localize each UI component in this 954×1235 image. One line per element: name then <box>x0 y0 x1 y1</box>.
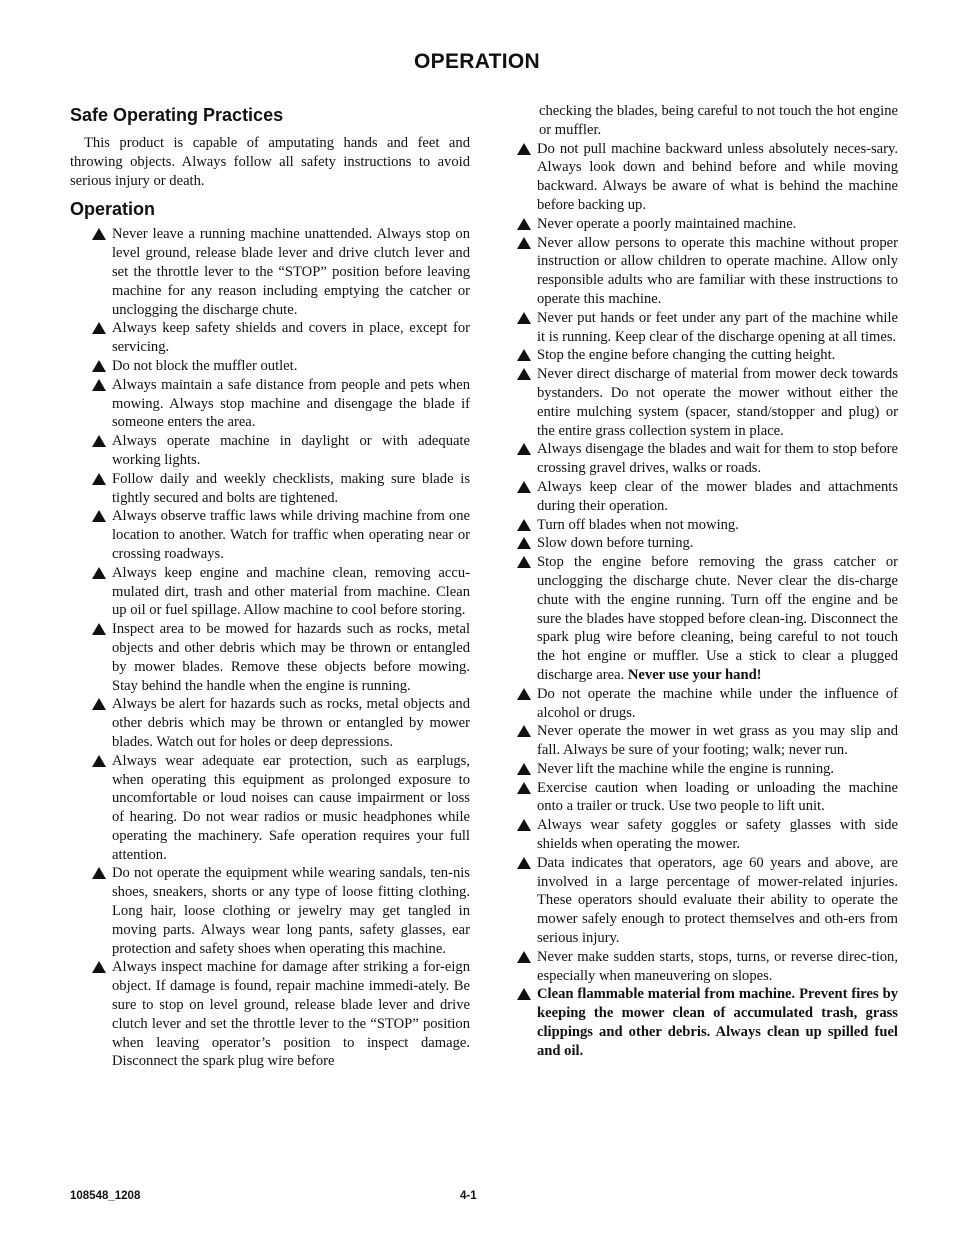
list-item <box>92 507 470 563</box>
list-item-text: Never operate the mower in wet grass as you may slip and fall. Always be sure of your footing; walk; never run. <box>537 723 898 759</box>
list-item <box>92 695 470 751</box>
warning-triangle-icon <box>517 519 531 531</box>
list-item <box>92 319 470 357</box>
list-item-text: Clean flammable material from machine. Prevent fires by keeping the mower clean of accumulated trash, grass clippings and other debris. Always clean up spilled fuel and oil. <box>537 986 898 1059</box>
list-item <box>517 478 898 516</box>
list-item <box>517 816 898 854</box>
intro-paragraph: This product is capable of amputating hands and feet and throwing objects. Always follow all safety instructions to avoid serious injury or death. <box>70 135 470 189</box>
warning-triangle-icon <box>517 349 531 361</box>
warning-triangle-icon <box>92 435 106 447</box>
warning-triangle-icon <box>517 988 531 1000</box>
warning-triangle-icon <box>92 867 106 879</box>
section-heading-operation: Operation <box>70 199 156 220</box>
warning-triangle-icon <box>517 951 531 963</box>
list-item-text: Always wear adequate ear protection, such as earplugs, when operating this equipment as prolonged exposure to uncomfortable or loud noises can cause impairment or loss of hearing. Do not wear radios or music headphones while operating the machinery. Safe operation requires your full attention. <box>112 752 470 863</box>
list-item <box>517 553 898 685</box>
list-item-text: Always keep clear of the mower blades and attachments during their operation. <box>537 478 898 514</box>
right-bullet-list <box>517 140 898 1061</box>
list-item <box>92 864 470 958</box>
warning-triangle-icon <box>517 725 531 737</box>
list-item <box>92 432 470 470</box>
list-item <box>517 440 898 478</box>
list-item <box>92 357 470 376</box>
list-item-text: Always wear safety goggles or safety glasses with side shields when operating the mower. <box>537 817 898 853</box>
warning-triangle-icon <box>92 567 106 579</box>
list-item-text: Never make sudden starts, stops, turns, or reverse direc-tion, especially when maneuvering on slopes. <box>537 948 898 984</box>
warning-triangle-icon <box>92 755 106 767</box>
list-item-text: Never operate a poorly maintained machine. <box>537 215 797 232</box>
list-item-text: Stop the engine before removing the grass catcher or unclogging the discharge chute. Never clear the dis-charge chute with the engine running. Turn off the engine and be sure the blades have stopped before clean-ing. Disconnect the spark plug wire before cleaning, being careful to not touch the hot engine or muffler. Use a stick to clear a plugged discharge area. <box>537 554 898 683</box>
list-item-text: Always observe traffic laws while driving machine from one location to another. Watch for traffic when operating near or crossing roadways. <box>112 508 470 562</box>
list-item-text: Follow daily and weekly checklists, making sure blade is tightly secured and bolts are tightened. <box>112 470 470 506</box>
left-bullet-list <box>92 225 470 1071</box>
list-item <box>92 225 470 319</box>
list-item <box>517 516 898 535</box>
warning-triangle-icon <box>92 510 106 522</box>
warning-triangle-icon <box>517 143 531 155</box>
list-item <box>517 534 898 553</box>
continued-text: checking the blades, being careful to not touch the hot engine or muffler. <box>539 103 898 138</box>
list-item <box>92 620 470 695</box>
warning-triangle-icon <box>517 688 531 700</box>
list-item <box>517 215 898 234</box>
warning-triangle-icon <box>92 228 106 240</box>
list-item <box>517 779 898 817</box>
list-item-text: Never lift the machine while the engine is running. <box>537 760 835 777</box>
page-title: OPERATION <box>414 50 540 73</box>
right-column <box>517 104 898 1061</box>
list-item <box>517 854 898 948</box>
list-item-text: Always inspect machine for damage after striking a for-eign object. If damage is found, repair machine immedi-ately. Be sure to stop on level ground, release blade lever and drive clutch lever and set the throttle lever to the “STOP” position when leaving operator’s position to inspect damage. Disconnect the spark plug wire before <box>112 959 470 1070</box>
list-item-emphasis: Never use your hand! <box>627 666 762 683</box>
list-item <box>517 309 898 347</box>
warning-triangle-icon <box>92 379 106 391</box>
warning-triangle-icon <box>517 368 531 380</box>
warning-triangle-icon <box>517 556 531 568</box>
list-item-text: Always be alert for hazards such as rocks, metal objects and other debris which may be thrown or entangled by mower blades. Watch out for holes or deep depressions. <box>112 696 470 750</box>
warning-triangle-icon <box>92 322 106 334</box>
warning-triangle-icon <box>517 312 531 324</box>
warning-triangle-icon <box>517 481 531 493</box>
list-item <box>517 140 898 215</box>
list-item <box>92 958 470 1071</box>
list-item <box>517 722 898 760</box>
list-item-text: Never leave a running machine unattended. Always stop on level ground, release blade lever and drive clutch lever and set the throttle lever to the “STOP” position before leaving machine for any reason including emptying the catcher or unclogging the discharge chute. <box>112 226 470 318</box>
warning-triangle-icon <box>92 698 106 710</box>
warning-triangle-icon <box>517 443 531 455</box>
list-item-text: Inspect area to be mowed for hazards such as rocks, metal objects and other debris which may be thrown or entangled by mower blades. Remove these objects before mowing. Stay behind the handle when the engine is running. <box>112 621 470 694</box>
warning-triangle-icon <box>517 237 531 249</box>
page-number: 4-1 <box>460 1190 477 1202</box>
list-item-text: Data indicates that operators, age 60 years and above, are involved in a large percentage of mower-related injuries. These operators should evaluate their ability to operate the mower safely enough to protect themselves and oth-ers from serious injury. <box>537 854 898 947</box>
list-item-text: Never allow persons to operate this machine without proper instruction or allow children to operate machine. Allow only responsible adults who are familiar with these instructions to operate this machine. <box>537 234 898 307</box>
list-item <box>92 470 470 508</box>
list-item-text: Always keep safety shields and covers in place, except for servicing. <box>112 320 470 356</box>
list-item <box>517 234 898 309</box>
list-item <box>92 752 470 865</box>
list-item <box>517 948 898 986</box>
warning-triangle-icon <box>92 961 106 973</box>
warning-triangle-icon <box>517 819 531 831</box>
list-item-text: Always operate machine in daylight or with adequate working lights. <box>112 433 470 468</box>
list-item <box>517 365 898 440</box>
list-item-text: Always keep engine and machine clean, removing accu-mulated dirt, trash and other material from machine. Clean up oil or fuel spillage. Allow machine to cool before storing. <box>112 564 470 619</box>
left-column <box>70 104 470 1071</box>
list-item <box>517 346 898 365</box>
list-item <box>92 564 470 620</box>
warning-triangle-icon <box>517 857 531 869</box>
warning-triangle-icon <box>92 360 106 372</box>
list-item-text: Do not operate the machine while under the influence of alcohol or drugs. <box>537 685 898 721</box>
list-item-text: Do not pull machine backward unless absolutely neces-sary. Always look down and behind before and while moving backward. Always be aware of what is behind the machine before backing up. <box>537 140 898 213</box>
warning-triangle-icon <box>517 763 531 775</box>
list-item-text: Never direct discharge of material from mower deck towards bystanders. Do not operate the mower without either the entire mulching system (spacer, stand/stopper and plug) or the entire grass collection system in place. <box>537 366 898 439</box>
list-item-text: Stop the engine before changing the cutting height. <box>537 347 836 364</box>
warning-triangle-icon <box>92 473 106 485</box>
warning-triangle-icon <box>517 218 531 230</box>
section-heading-safe-operating-practices: Safe Operating Practices <box>70 105 284 125</box>
list-item-text: Exercise caution when loading or unloading the machine onto a trailer or truck. Use two people to lift unit. <box>537 779 898 815</box>
warning-triangle-icon <box>92 623 106 635</box>
list-item-text: Always maintain a safe distance from people and pets when mowing. Always stop machine and disengage the blade if someone enters the area. <box>112 376 470 431</box>
document-number: 108548_1208 <box>70 1190 141 1202</box>
list-item-text: Never put hands or feet under any part of the machine while it is running. Keep clear of the discharge opening at all times. <box>537 309 898 345</box>
list-item <box>92 376 470 432</box>
list-item-text: Do not block the muffler outlet. <box>112 357 298 374</box>
list-item <box>517 685 898 723</box>
warning-triangle-icon <box>517 537 531 549</box>
list-item-text: Turn off blades when not mowing. <box>537 516 739 533</box>
warning-triangle-icon <box>517 782 531 794</box>
list-item-text: Always disengage the blades and wait for them to stop before crossing gravel drives, walks or roads. <box>537 441 898 477</box>
list-item-text: Slow down before turning. <box>537 535 694 552</box>
list-item-text: Do not operate the equipment while wearing sandals, ten-nis shoes, sneakers, shorts or any type of loose fitting clothing. Long hair, loose clothing or jewelry may get tangled in moving parts. Always wear long pants, safety glasses, ear protection and safety shoes when operating this machine. <box>112 865 470 957</box>
list-item <box>517 760 898 779</box>
list-item <box>517 985 898 1060</box>
